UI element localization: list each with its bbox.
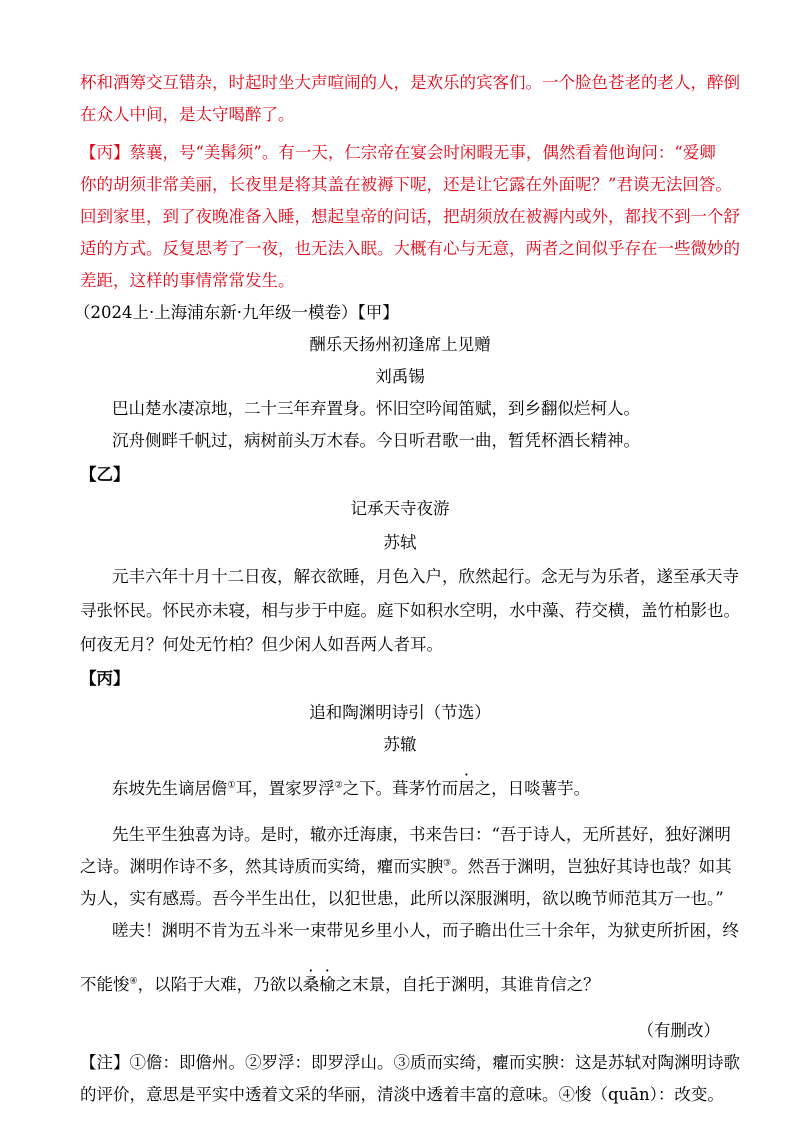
text-run: 之，日啖薯芋。 — [474, 779, 591, 798]
text-run: 之下。葺茅竹而 — [342, 779, 459, 798]
text-run: ，以陷于大难，乃欲以 — [137, 975, 303, 994]
edited-note: （有删改） — [637, 1021, 720, 1040]
note-ref-2: ② — [334, 780, 343, 791]
translation-bing-line: 你的胡须非常美丽，长夜里是将其盖在被褥下呢，还是让它露在外面呢？”君谟无法回答。 — [80, 175, 732, 194]
preface-paragraph-1 — [80, 774, 720, 804]
preface-title: 追和陶渊明诗引（节选） — [309, 703, 491, 722]
essay-line: 寻张怀民。怀民亦未寝，相与步于中庭。庭下如积水空明，水中藻、荇交横，盖竹柏影也。 — [80, 601, 740, 620]
preface-paragraph-3 — [80, 970, 720, 1000]
emphasis-char: 居 — [458, 779, 475, 798]
essay-line: 何夜无月？何处无竹柏？但少闲人如吾两人者耳。 — [80, 635, 443, 654]
translation-bing-line: 适的方式。反复思考了一夜，也无法入眠。大概有心与无意，两者之间似乎存在一些微妙的 — [80, 239, 740, 258]
translation-bing-line: 回到家里，到了夜晚准备入睡，想起皇帝的问话，把胡须放在被褥内或外，都找不到一个舒 — [80, 207, 740, 226]
note-ref-1: ① — [227, 780, 236, 791]
emphasis-char: 桑 — [302, 975, 320, 994]
preface-paragraph-2 — [80, 852, 732, 882]
essay-author: 苏轼 — [383, 533, 417, 552]
annotation-line: 的评价，意思是平实中透着文采的华丽，清淡中透着丰富的意味。④悛（quān）：改变。 — [80, 1085, 724, 1104]
preface-paragraph-2: 为人，实有感焉。吾今半生出仕，以犯世患，此所以深服渊明，欲以晚节师范其万一也。” — [80, 889, 724, 908]
preface-paragraph-2: 先生平生独喜为诗。是时，辙亦迁海康，书来告曰：“吾于诗人，无所甚好，独好渊明 — [112, 825, 731, 844]
section-label-yi: 【乙】 — [80, 465, 130, 484]
text-run: 耳，置家罗浮 — [235, 779, 335, 798]
translation-line: 杯和酒筹交互错杂，时起时坐大声喧闹的人，是欢乐的宾客们。一个脸色苍老的老人，醉倒 — [80, 73, 740, 92]
poem-title: 酬乐天扬州初逢席上见赠 — [309, 335, 491, 354]
annotation-line: 【注】①儋：即儋州。②罗浮：即罗浮山。③质而实绮，癯而实腴：这是苏轼对陶渊明诗歌 — [80, 1053, 740, 1072]
document-page — [74, 68, 740, 1104]
text-run: 。然吾于渊明，岂独好其诗也哉？如其 — [451, 857, 732, 876]
text-run: 之诗。渊明作诗不多，然其诗质而实绮，癯而实腴 — [80, 857, 443, 876]
source-line: （2024上·上海浦东新·九年级一模卷）【甲】 — [74, 303, 399, 322]
translation-line: 在众人中间，是太守喝醉了。 — [80, 105, 295, 124]
preface-paragraph-3: 嗟夫！渊明不肯为五斗米一束带见乡里小人，而子瞻出仕三十余年，为狱吏所折困，终 — [112, 921, 739, 940]
preface-author: 苏辙 — [383, 735, 417, 754]
translation-bing-line: 【丙】蔡襄，号“美髯须”。有一天，仁宗帝在宴会时闲暇无事，偶然看着他询问：“爱卿 — [80, 143, 716, 162]
emphasis-char: 榆 — [319, 975, 336, 994]
note-ref-3: ③ — [443, 858, 452, 869]
poem-line: 巴山楚水凄凉地，二十三年弃置身。怀旧空吟闻笛赋，到乡翻似烂柯人。 — [112, 399, 640, 418]
essay-title: 记承天寺夜游 — [350, 499, 450, 518]
poem-author: 刘禹锡 — [375, 367, 425, 386]
section-label-bing: 【丙】 — [80, 669, 130, 688]
essay-line: 元丰六年十月十二日夜，解衣欲睡，月色入户，欣然起行。念无与为乐者，遂至承天寺 — [112, 567, 739, 586]
poem-line: 沉舟侧畔千帆过，病树前头万木春。今日听君歌一曲，暂凭杯酒长精神。 — [112, 431, 640, 450]
text-run: 之末景，自托于渊明，其谁肯信之？ — [335, 975, 600, 994]
text-run: 东坡先生谪居儋 — [112, 779, 228, 798]
note-ref-4: ④ — [129, 976, 138, 987]
translation-bing-line: 差距，这样的事情常常发生。 — [80, 271, 295, 290]
text-run: 不能悛 — [80, 975, 130, 994]
